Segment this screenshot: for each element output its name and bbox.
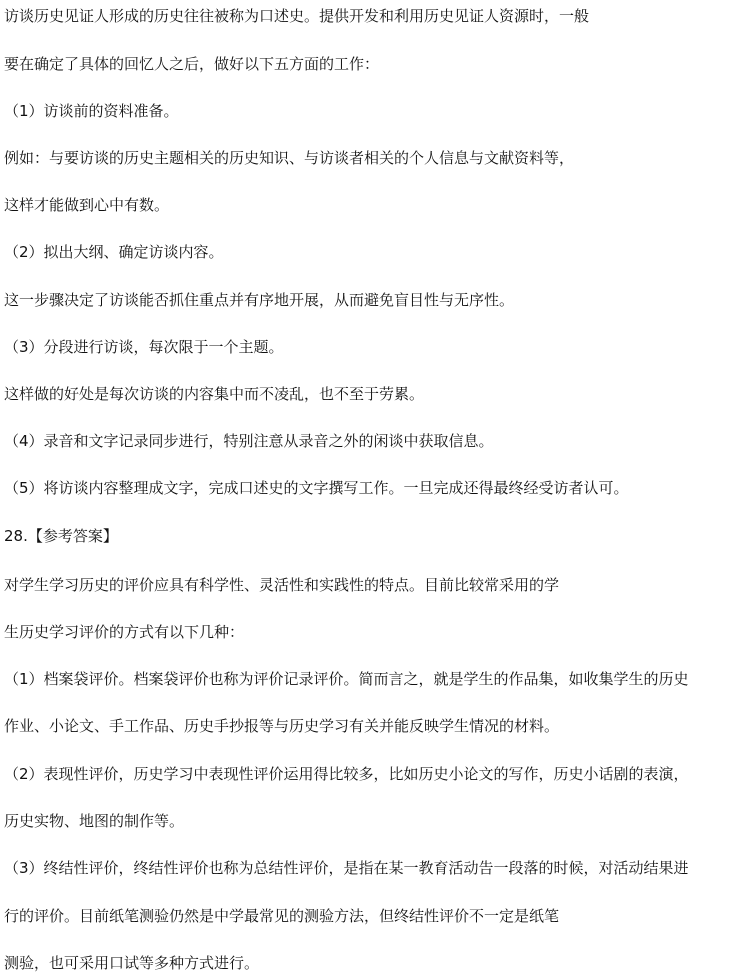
- text-line-11: （5）将访谈内容整理成文字，完成口述史的文字撰写工作。一旦完成还得最终经受访者认可。: [4, 479, 629, 497]
- text-line-13: 对学生学习历史的评价应具有科学性、灵活性和实践性的特点。目前比较常采用的学: [4, 576, 560, 594]
- text-line-19: （3）终结性评价，终结性评价也称为总结性评价，是指在某一教育活动告一段落的时候，对活动结果进: [4, 859, 689, 877]
- text-line-14: 生历史学习评价的方式有以下几种：: [4, 623, 245, 641]
- text-line-12: 28.【参考答案】: [4, 527, 118, 545]
- text-line-9: 这样做的好处是每次访谈的内容集中而不凌乱，也不至于劳累。: [4, 385, 425, 403]
- text-line-7: 这一步骤决定了访谈能否抓住重点并有序地开展，从而避免盲目性与无序性。: [4, 291, 515, 309]
- text-line-8: （3）分段进行访谈，每次限于一个主题。: [4, 338, 284, 356]
- text-line-3: （1）访谈前的资料准备。: [4, 102, 179, 120]
- text-line-6: （2）拟出大纲、确定访谈内容。: [4, 243, 224, 261]
- text-line-2: 要在确定了具体的回忆人之后，做好以下五方面的工作：: [4, 55, 380, 73]
- text-line-17: （2）表现性评价，历史学习中表现性评价运用得比较多，比如历史小论文的写作，历史小话剧的表演，: [4, 765, 689, 783]
- text-line-20: 行的评价。目前纸笔测验仍然是中学最常见的测验方法，但终结性评价不一定是纸笔: [4, 907, 560, 925]
- text-line-16: 作业、小论文、手工作品、历史手抄报等与历史学习有关并能反映学生情况的材料。: [4, 717, 560, 735]
- text-line-18: 历史实物、地图的制作等。: [4, 812, 185, 830]
- text-line-1: 访谈历史见证人形成的历史往往被称为口述史。提供开发和利用历史见证人资源时，一般: [4, 7, 590, 25]
- text-line-15: （1）档案袋评价。档案袋评价也称为评价记录评价。简而言之，就是学生的作品集，如收集学生的历史: [4, 670, 689, 688]
- text-line-4: 例如：与要访谈的历史主题相关的历史知识、与访谈者相关的个人信息与文献资料等，: [4, 149, 575, 167]
- text-line-10: （4）录音和文字记录同步进行，特别注意从录音之外的闲谈中获取信息。: [4, 432, 494, 450]
- text-line-21: 测验，也可采用口试等多种方式进行。: [4, 954, 260, 972]
- text-line-5: 这样才能做到心中有数。: [4, 196, 170, 214]
